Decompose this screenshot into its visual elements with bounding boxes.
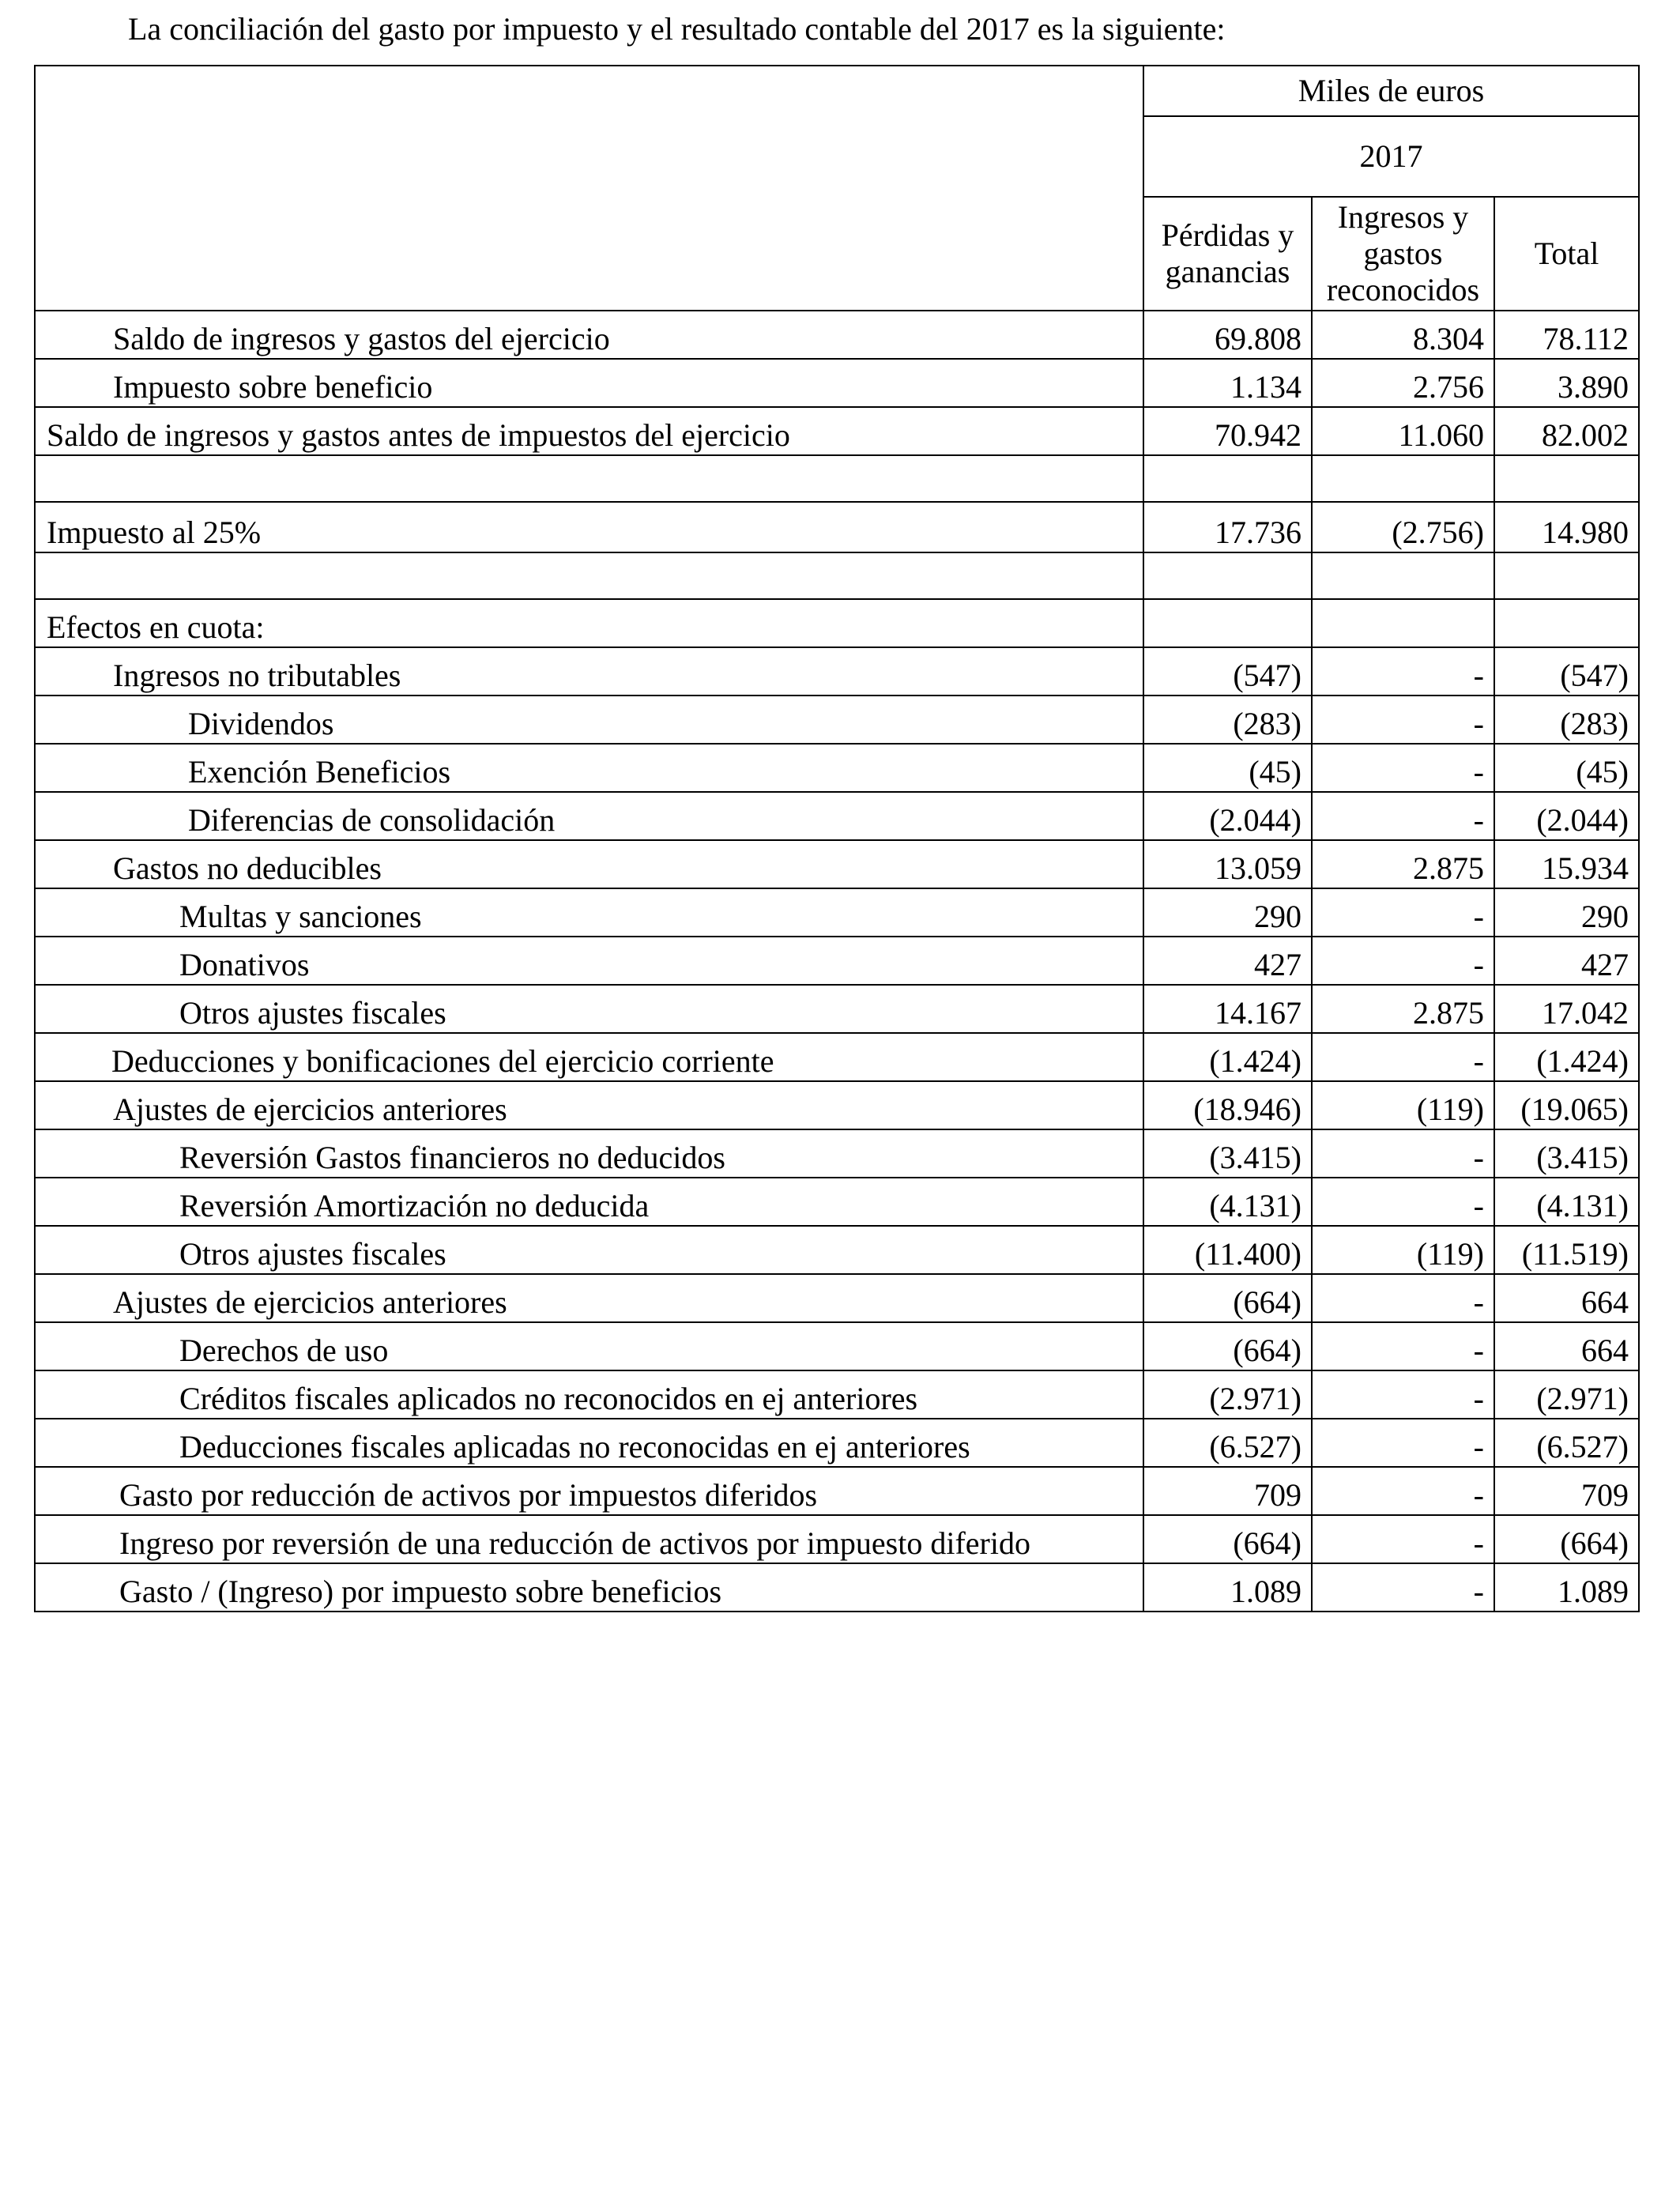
row-value-pyg [1143, 599, 1312, 647]
unit-header: Miles de euros [1143, 66, 1639, 116]
row-value-pyg: 14.167 [1143, 985, 1312, 1033]
empty-cell [1494, 552, 1639, 599]
row-value-pyg: (547) [1143, 647, 1312, 696]
row-value-total: 3.890 [1494, 359, 1639, 407]
row-label: Ingresos no tributables [35, 647, 1143, 696]
row-label: Efectos en cuota: [35, 599, 1143, 647]
table-row [35, 1563, 1639, 1612]
intro-text: La conciliación del gasto por impuesto y el resultado contable del 2017 es la siguiente: [128, 11, 1226, 47]
row-label: Ajustes de ejercicios anteriores [35, 1274, 1143, 1322]
row-value-igr: - [1312, 696, 1494, 744]
row-value-igr: (2.756) [1312, 502, 1494, 552]
table-row [35, 985, 1639, 1033]
table-row [35, 1081, 1639, 1129]
table-row [35, 647, 1639, 696]
table-row [35, 1515, 1639, 1563]
row-value-igr: - [1312, 1370, 1494, 1419]
row-label: Ingreso por reversión de una reducción de activos por impuesto diferido [35, 1515, 1143, 1563]
empty-cell [35, 455, 1143, 502]
row-value-total: 78.112 [1494, 311, 1639, 359]
row-label: Derechos de uso [35, 1322, 1143, 1370]
row-value-total: (2.044) [1494, 792, 1639, 840]
row-value-pyg: (1.424) [1143, 1033, 1312, 1081]
row-value-pyg: 69.808 [1143, 311, 1312, 359]
row-value-total: (2.971) [1494, 1370, 1639, 1419]
header-row-unit [35, 66, 1639, 116]
row-value-pyg: (18.946) [1143, 1081, 1312, 1129]
row-value-igr: - [1312, 1129, 1494, 1178]
row-value-igr: - [1312, 1033, 1494, 1081]
row-value-igr: - [1312, 647, 1494, 696]
row-value-pyg: (2.971) [1143, 1370, 1312, 1419]
row-value-pyg: (664) [1143, 1322, 1312, 1370]
row-value-igr: - [1312, 744, 1494, 792]
row-value-pyg: 1.089 [1143, 1563, 1312, 1612]
row-label: Diferencias de consolidación [35, 792, 1143, 840]
col-header-igr-line3: reconocidos [1326, 272, 1480, 307]
row-label: Gasto / (Ingreso) por impuesto sobre beneficios [35, 1563, 1143, 1612]
row-value-total: 17.042 [1494, 985, 1639, 1033]
row-value-pyg: 17.736 [1143, 502, 1312, 552]
empty-row [35, 552, 1639, 599]
row-value-pyg: (11.400) [1143, 1226, 1312, 1274]
empty-cell [1494, 455, 1639, 502]
row-value-pyg: 290 [1143, 888, 1312, 937]
row-label: Deducciones fiscales aplicadas no reconocidas en ej anteriores [35, 1419, 1143, 1467]
row-value-pyg: 13.059 [1143, 840, 1312, 888]
col-header-pyg [1143, 197, 1312, 311]
row-value-pyg: (4.131) [1143, 1178, 1312, 1226]
row-value-total: 709 [1494, 1467, 1639, 1515]
row-label: Créditos fiscales aplicados no reconocidos en ej anteriores [35, 1370, 1143, 1419]
row-value-igr: - [1312, 1419, 1494, 1467]
empty-cell [1312, 552, 1494, 599]
row-value-total: (547) [1494, 647, 1639, 696]
row-value-total: 82.002 [1494, 407, 1639, 455]
row-value-igr: (119) [1312, 1226, 1494, 1274]
row-value-pyg: (45) [1143, 744, 1312, 792]
row-label: Gasto por reducción de activos por impuestos diferidos [35, 1467, 1143, 1515]
row-value-igr: - [1312, 1178, 1494, 1226]
col-header-pyg-line2: ganancias [1165, 254, 1290, 289]
row-value-igr: - [1312, 1467, 1494, 1515]
row-value-total: (11.519) [1494, 1226, 1639, 1274]
row-value-igr: (119) [1312, 1081, 1494, 1129]
row-value-total: (3.415) [1494, 1129, 1639, 1178]
col-header-igr-line2: gastos [1363, 236, 1443, 271]
row-label: Donativos [35, 937, 1143, 985]
row-label: Dividendos [35, 696, 1143, 744]
table-row [35, 311, 1639, 359]
row-label: Reversión Gastos financieros no deducidos [35, 1129, 1143, 1178]
header-blank-cell [35, 66, 1143, 311]
empty-cell [1312, 455, 1494, 502]
row-value-igr: 2.875 [1312, 840, 1494, 888]
row-label: Saldo de ingresos y gastos antes de impuestos del ejercicio [35, 407, 1143, 455]
row-value-pyg: (664) [1143, 1515, 1312, 1563]
row-value-igr: 2.875 [1312, 985, 1494, 1033]
row-value-igr: - [1312, 1322, 1494, 1370]
row-value-igr [1312, 599, 1494, 647]
row-value-total: (283) [1494, 696, 1639, 744]
table-row [35, 407, 1639, 455]
row-value-pyg: (283) [1143, 696, 1312, 744]
table-row [35, 1370, 1639, 1419]
row-value-total: (6.527) [1494, 1419, 1639, 1467]
table-row [35, 696, 1639, 744]
table-row [35, 1129, 1639, 1178]
row-value-igr: 2.756 [1312, 359, 1494, 407]
row-value-total: 664 [1494, 1322, 1639, 1370]
row-value-pyg: (2.044) [1143, 792, 1312, 840]
row-value-total: 15.934 [1494, 840, 1639, 888]
row-value-total: 427 [1494, 937, 1639, 985]
col-header-igr-line1: Ingresos y [1337, 199, 1469, 235]
col-header-total: Total [1494, 197, 1639, 311]
row-value-total: (19.065) [1494, 1081, 1639, 1129]
empty-cell [35, 552, 1143, 599]
row-value-total: (664) [1494, 1515, 1639, 1563]
row-label: Otros ajustes fiscales [35, 985, 1143, 1033]
row-value-igr: - [1312, 792, 1494, 840]
row-label: Impuesto sobre beneficio [35, 359, 1143, 407]
row-value-pyg: (6.527) [1143, 1419, 1312, 1467]
row-value-total: (45) [1494, 744, 1639, 792]
tax-reconciliation-table [34, 65, 1640, 1612]
row-label: Ajustes de ejercicios anteriores [35, 1081, 1143, 1129]
empty-row [35, 455, 1639, 502]
col-header-igr [1312, 197, 1494, 311]
row-value-total: 14.980 [1494, 502, 1639, 552]
row-value-pyg: 709 [1143, 1467, 1312, 1515]
row-label: Reversión Amortización no deducida [35, 1178, 1143, 1226]
row-value-igr: 11.060 [1312, 407, 1494, 455]
row-value-igr: - [1312, 1274, 1494, 1322]
row-label: Impuesto al 25% [35, 502, 1143, 552]
table-row [35, 937, 1639, 985]
row-value-igr: - [1312, 1515, 1494, 1563]
row-value-total: 664 [1494, 1274, 1639, 1322]
row-value-total: 290 [1494, 888, 1639, 937]
empty-cell [1143, 455, 1312, 502]
row-value-pyg: 70.942 [1143, 407, 1312, 455]
row-value-total: 1.089 [1494, 1563, 1639, 1612]
row-value-igr: - [1312, 937, 1494, 985]
table-row [35, 888, 1639, 937]
table-row [35, 744, 1639, 792]
row-value-igr: 8.304 [1312, 311, 1494, 359]
row-label: Deducciones y bonificaciones del ejercicio corriente [35, 1033, 1143, 1081]
table-row [35, 1419, 1639, 1467]
row-value-total [1494, 599, 1639, 647]
empty-cell [1143, 552, 1312, 599]
row-label: Otros ajustes fiscales [35, 1226, 1143, 1274]
row-value-pyg: 1.134 [1143, 359, 1312, 407]
row-label: Multas y sanciones [35, 888, 1143, 937]
table-row [35, 1033, 1639, 1081]
table-row [35, 1467, 1639, 1515]
row-label: Gastos no deducibles [35, 840, 1143, 888]
table-row [35, 1178, 1639, 1226]
row-label: Saldo de ingresos y gastos del ejercicio [35, 311, 1143, 359]
row-value-pyg: (3.415) [1143, 1129, 1312, 1178]
row-label: Exención Beneficios [35, 744, 1143, 792]
row-value-igr: - [1312, 1563, 1494, 1612]
table-row [35, 502, 1639, 552]
table-row [35, 1226, 1639, 1274]
year-header: 2017 [1143, 116, 1639, 197]
table-row [35, 359, 1639, 407]
row-value-total: (4.131) [1494, 1178, 1639, 1226]
col-header-pyg-line1: Pérdidas y [1161, 217, 1294, 253]
table-row [35, 1274, 1639, 1322]
table-row [35, 1322, 1639, 1370]
row-value-pyg: (664) [1143, 1274, 1312, 1322]
table-row [35, 840, 1639, 888]
table-row [35, 792, 1639, 840]
row-value-total: (1.424) [1494, 1033, 1639, 1081]
table-row [35, 599, 1639, 647]
row-value-igr: - [1312, 888, 1494, 937]
row-value-pyg: 427 [1143, 937, 1312, 985]
